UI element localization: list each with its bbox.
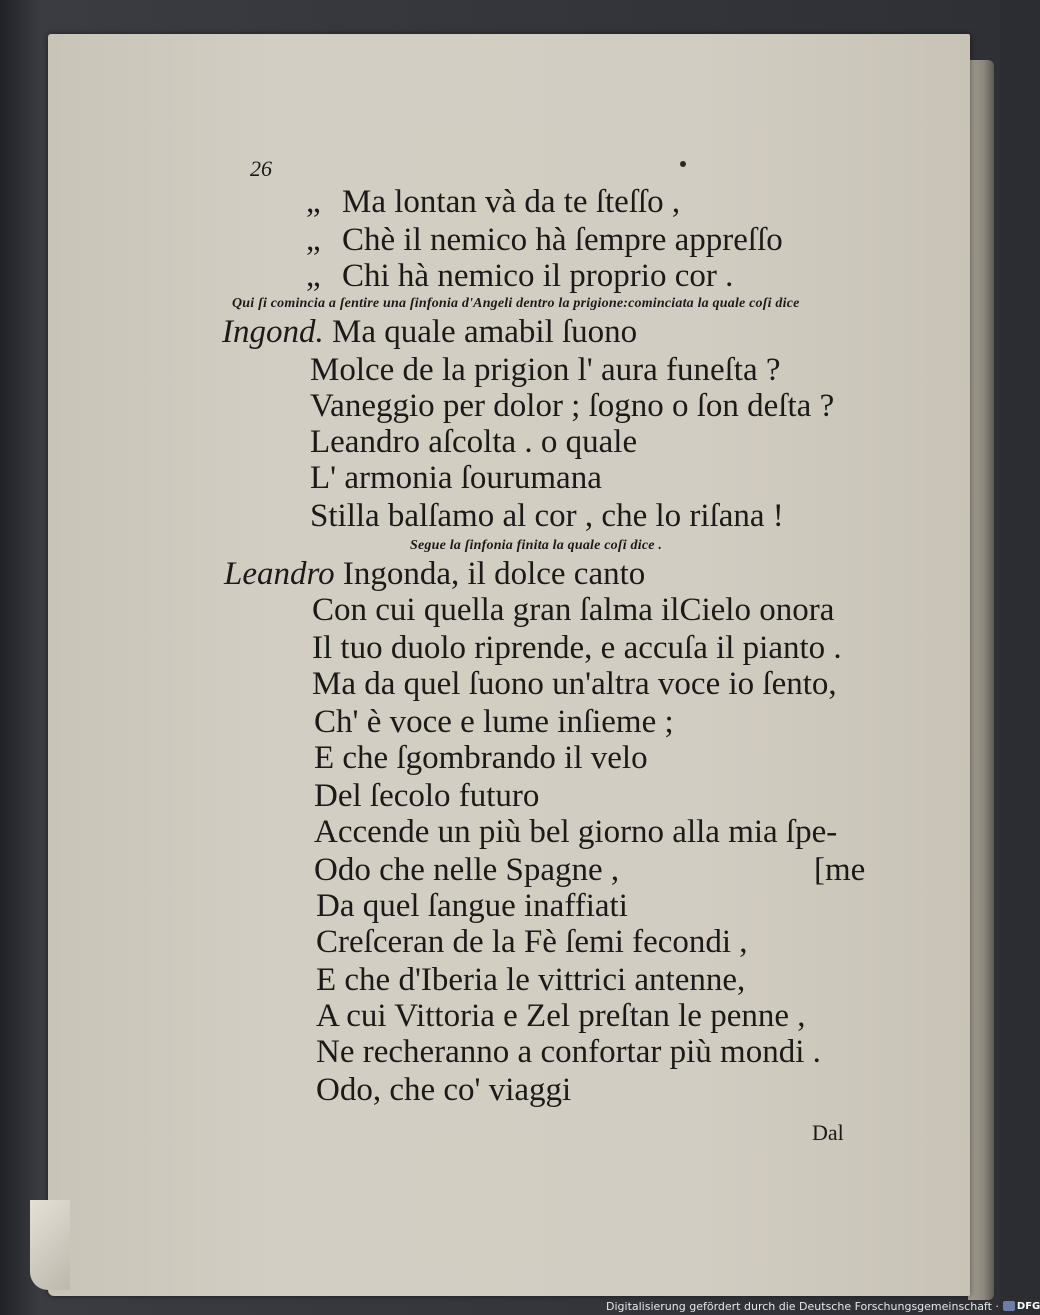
- verse-text: Ingonda, il dolce canto: [342, 556, 646, 592]
- verse-line: Creſceran de la Fè ſemi fecondi ,: [316, 924, 748, 960]
- verse-text: Ma lontan và da te ſteſſo ,: [342, 184, 681, 220]
- verse-text: Ma quale amabil ſuono: [332, 314, 638, 350]
- verse-line: Da quel ſangue inaffiati: [316, 888, 628, 924]
- verse-line: A cui Vittoria e Zel preſtan le penne ,: [316, 998, 806, 1034]
- stage-direction: Segue la ſinfonia finita la quale coſi dice .: [410, 538, 663, 553]
- verse-line: Ne recheranno a confortar più mondi .: [316, 1034, 821, 1070]
- verse-text: Chè il nemico hà ſempre appreſſo: [342, 222, 783, 258]
- hyphen-continuation: [me: [814, 852, 866, 888]
- dfg-logo: [1003, 1301, 1040, 1312]
- verse-line-top: [306, 260, 733, 293]
- dfg-mark-icon: [1003, 1301, 1015, 1311]
- verse-line: Ma da quel ſuono un'altra voce io ſento,: [312, 666, 837, 702]
- stage-direction: Qui ſi comincia a ſentire una ſinfonia d'Angeli dentro la prigione:cominciata la quale coſi dice: [232, 296, 800, 311]
- speaker-name: Ingond.: [222, 314, 324, 350]
- verse-line-top: [306, 186, 680, 219]
- footer-credit: Digitalisierung gefördert durch die Deutsche Forschungsgemeinschaft ·: [606, 1299, 999, 1313]
- verse-line: L' armonia ſourumana: [310, 460, 602, 496]
- page-number: 26: [250, 156, 272, 181]
- verse-line: Il tuo duolo riprende, e accuſa il pianto .: [312, 630, 842, 666]
- verse-line: Leandro aſcolta . o quale: [310, 424, 638, 460]
- page-corner-fold: [30, 1200, 70, 1290]
- verse-line: Con cui quella gran ſalma ilCielo onora: [312, 592, 835, 628]
- verse-line: Molce de la prigion l' aura funeſta ?: [310, 352, 781, 388]
- speech-first-line: [224, 558, 645, 591]
- verse-line: Stilla balſamo al cor , che lo riſana !: [310, 498, 784, 534]
- speaker-name: Leandro: [224, 556, 335, 592]
- verse-line: E che d'Iberia le vittrici antenne,: [316, 962, 746, 998]
- page-edge: [968, 60, 994, 1300]
- verse-line: Odo che nelle Spagne ,: [314, 852, 620, 888]
- verse-line: Ch' è voce e lume inſieme ;: [314, 704, 674, 740]
- speech-first-line: [222, 316, 637, 349]
- quote-mark: „: [306, 184, 321, 220]
- verse-text: Chi hà nemico il proprio cor .: [342, 258, 734, 294]
- quote-mark: „: [306, 258, 321, 294]
- verse-line-top: [306, 224, 783, 257]
- ink-spot: [680, 161, 686, 167]
- verse-line: E che ſgombrando il velo: [314, 740, 648, 776]
- verse-line: Accende un più bel giorno alla mia ſpe-: [314, 814, 838, 850]
- verse-line: Vaneggio per dolor ; ſogno o ſon deſta ?: [310, 388, 835, 424]
- verse-line: Odo, che co' viaggi: [316, 1072, 572, 1108]
- catchword: Dal: [812, 1120, 844, 1145]
- dfg-logo-text: DFG: [1016, 1300, 1040, 1312]
- verse-line: Del ſecolo futuro: [314, 778, 540, 814]
- quote-mark: „: [306, 222, 321, 258]
- digitization-footer: [606, 1299, 1040, 1313]
